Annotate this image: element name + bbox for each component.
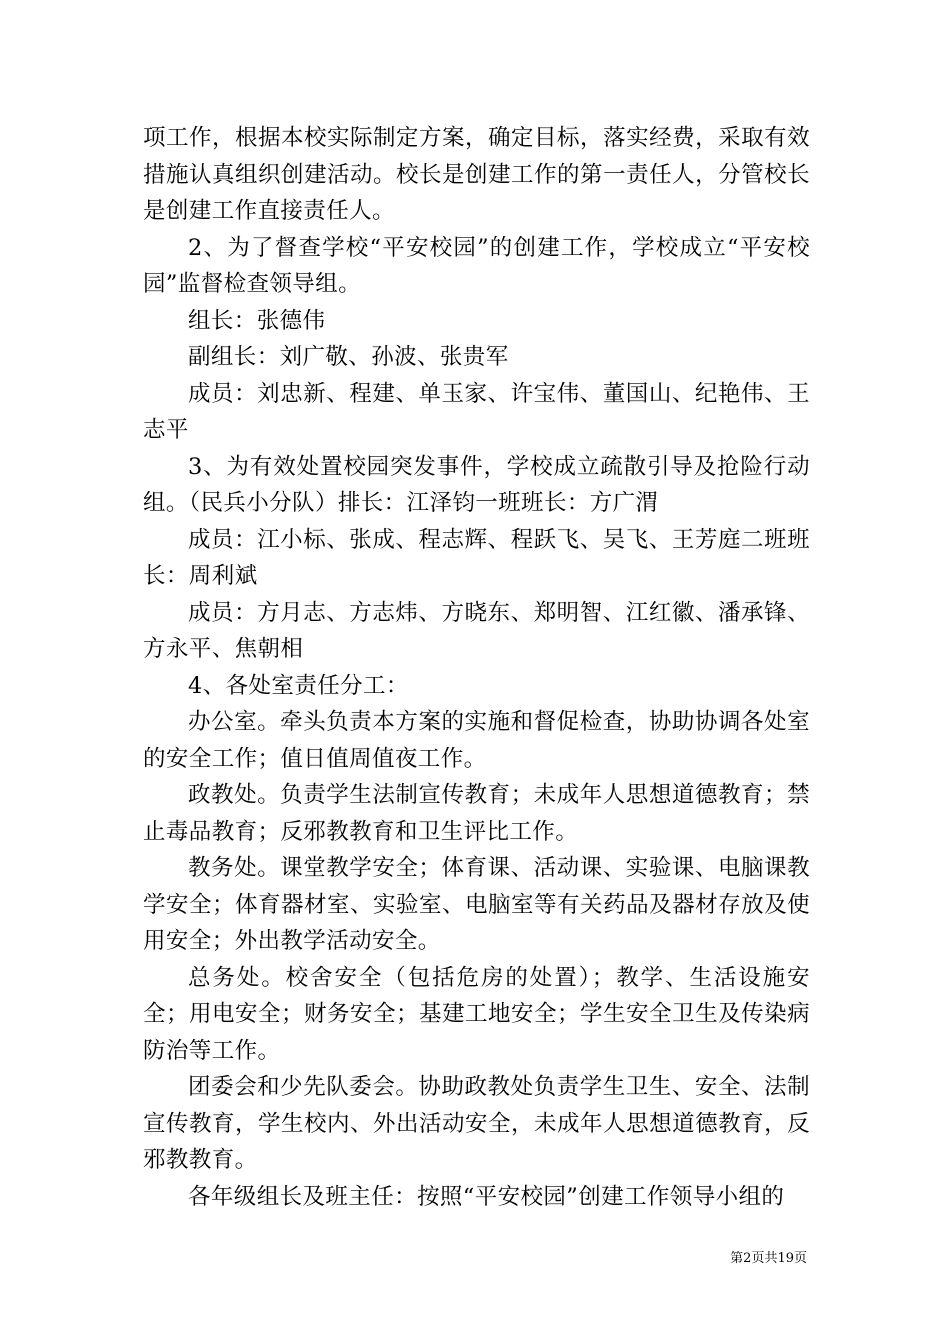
paragraph: 总务处。校舍安全（包括危房的处置）；教学、生活设施安全；用电安全；财务安全；基建工地安全；学生安全卫生及传染病防治等工作。 xyxy=(143,964,810,1064)
paragraph: 团委会和少先队委会。协助政教处负责学生卫生、安全、法制宣传教育，学生校内、外出活动安全，未成年人思想道德教育，反邪教教育。 xyxy=(143,1074,810,1173)
paragraph: 3、为有效处置校园突发事件，学校成立疏散引导及抢险行动组。（民兵小分队）排长：江泽钧一班班长：方广渭 xyxy=(143,453,810,516)
paragraph: 成员：江小标、张成、程志辉、程跃飞、吴飞、王芳庭二班班长：周利斌 xyxy=(143,526,810,589)
paragraph: 教务处。课堂教学安全；体育课、活动课、实验课、电脑课教学安全；体育器材室、实验室、电脑室等有关药品及器材存放及使用安全；外出教学活动安全。 xyxy=(143,855,810,954)
page-number: 第2页共19页 xyxy=(730,1251,807,1266)
paragraph: 组长：张德伟 xyxy=(188,307,326,334)
paragraph: 项工作，根据本校实际制定方案，确定目标，落实经费，采取有效措施认真组织创建活动。校长是创建工作的第一责任人，分管校长是创建工作直接责任人。 xyxy=(143,125,810,224)
paragraph: 办公室。牵头负责本方案的实施和督促检查，协助协调各处室的安全工作；值日值周值夜工作。 xyxy=(143,709,810,772)
paragraph: 4、各处室责任分工： xyxy=(188,672,409,699)
paragraph: 2、为了督查学校“平安校园”的创建工作，学校成立“平安校园”监督检查领导组。 xyxy=(143,234,810,297)
paragraph: 成员：方月志、方志炜、方晓东、郑明智、江红徽、潘承锋、方永平、焦朝相 xyxy=(143,599,810,662)
paragraph: 副组长：刘广敬、孙波、张贵军 xyxy=(188,344,509,370)
paragraph: 政教处。负责学生法制宣传教育；未成年人思想道德教育；禁止毒品教育；反邪教教育和卫生评比工作。 xyxy=(143,782,810,845)
document-body xyxy=(143,120,810,1215)
paragraph: 成员：刘忠新、程建、单玉家、许宝伟、董国山、纪艳伟、王志平 xyxy=(143,380,810,443)
paragraph: 各年级组长及班主任：按照“平安校园”创建工作领导小组的 xyxy=(188,1183,785,1210)
